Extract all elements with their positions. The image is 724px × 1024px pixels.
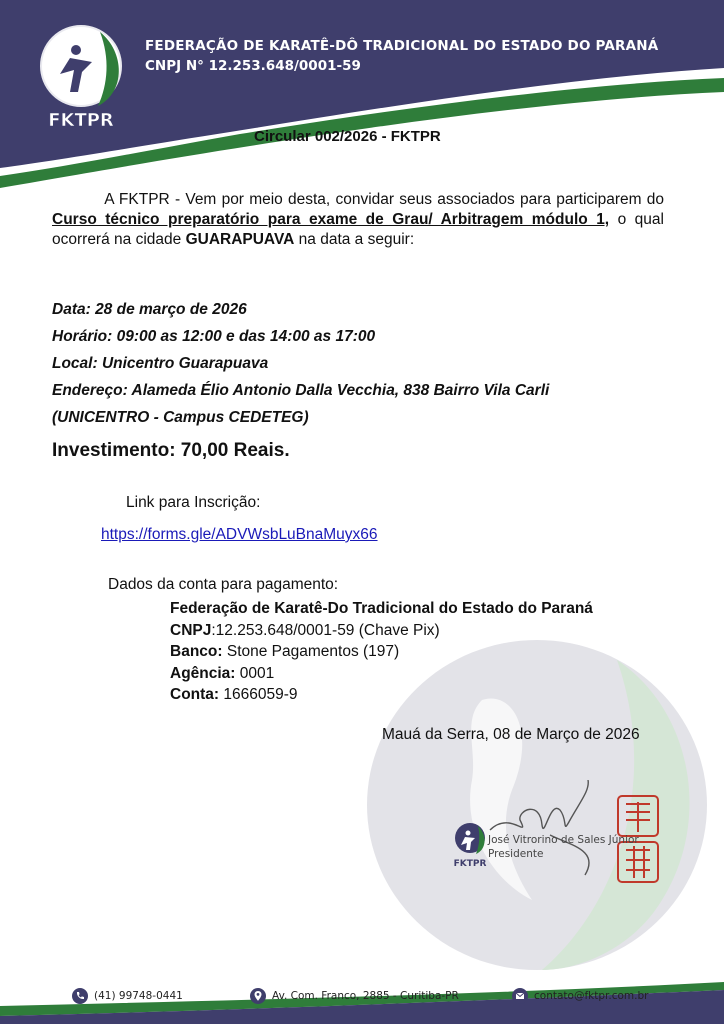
payment-cnpj: CNPJ:12.253.648/0001-59 (Chave Pix) — [170, 621, 440, 639]
payment-label: Dados da conta para pagamento: — [108, 576, 339, 593]
email-icon — [512, 988, 528, 1004]
payment-details — [170, 598, 593, 706]
payment-bank: Banco: Stone Pagamentos (197) — [170, 643, 400, 660]
signer-role: Presidente — [488, 848, 544, 860]
registration-link[interactable]: https://forms.gle/ADVWsbLuBnaMuyx66 — [101, 526, 378, 543]
intro-text-3: na data a seguir: — [294, 231, 415, 248]
event-time: Horário: 09:00 as 12:00 e das 14:00 as 17:00 — [52, 328, 376, 345]
signer-name: José Vitrorino de Sales Júnior — [488, 834, 639, 846]
date-place: Mauá da Serra, 08 de Março de 2026 — [382, 726, 640, 743]
event-campus: (UNICENTRO - Campus CEDETEG) — [52, 409, 309, 426]
signature-scrawl-icon — [490, 780, 589, 875]
header-cnpj: CNPJ N° 12.253.648/0001-59 — [145, 58, 361, 74]
header-title: FEDERAÇÃO DE KARATÊ-DÔ TRADICIONAL DO ESTADO DO PARANÁ — [145, 38, 659, 54]
course-name: Curso técnico preparatório para exame de Grau/ Arbitragem módulo 1, — [52, 211, 610, 228]
svg-text:FKTPR: FKTPR — [48, 110, 114, 131]
event-address: Endereço: Alameda Élio Antonio Dalla Vecchia, 838 Bairro Vila Carli — [52, 382, 550, 399]
intro-paragraph — [52, 190, 664, 250]
phone-icon — [72, 988, 88, 1004]
event-date: Data: 28 de março de 2026 — [52, 301, 247, 318]
payment-entity: Federação de Karatê-Do Tradicional do Estado do Paraná — [170, 600, 593, 617]
event-details — [52, 296, 549, 431]
city-name: GUARAPUAVA — [185, 231, 295, 248]
circular-title: Circular 002/2026 - FKTPR — [254, 128, 441, 145]
payment-account: Conta: 1666059-9 — [170, 686, 298, 703]
footer-phone: (41) 99748-0441 — [72, 988, 183, 1004]
location-pin-icon — [250, 988, 266, 1004]
payment-agency: Agência: 0001 — [170, 664, 275, 682]
registration-label: Link para Inscrição: — [126, 494, 261, 511]
fktpr-logo-icon — [30, 22, 132, 134]
investment: Investimento: 70,00 Reais. — [52, 440, 290, 461]
event-location: Local: Unicentro Guarapuava — [52, 355, 269, 372]
footer-address: Av. Com. Franco, 2885 - Curitiba-PR — [250, 988, 459, 1004]
svg-text:FKTPR: FKTPR — [453, 859, 487, 869]
intro-text-1: A FKTPR - Vem por meio desta, convidar seus associados para participarem do — [104, 191, 664, 208]
footer-email: contato@fktpr.com.br — [512, 988, 648, 1004]
small-logo-icon — [454, 823, 487, 869]
intro-text-2: o qual ocorrerá na cidade — [52, 211, 664, 248]
